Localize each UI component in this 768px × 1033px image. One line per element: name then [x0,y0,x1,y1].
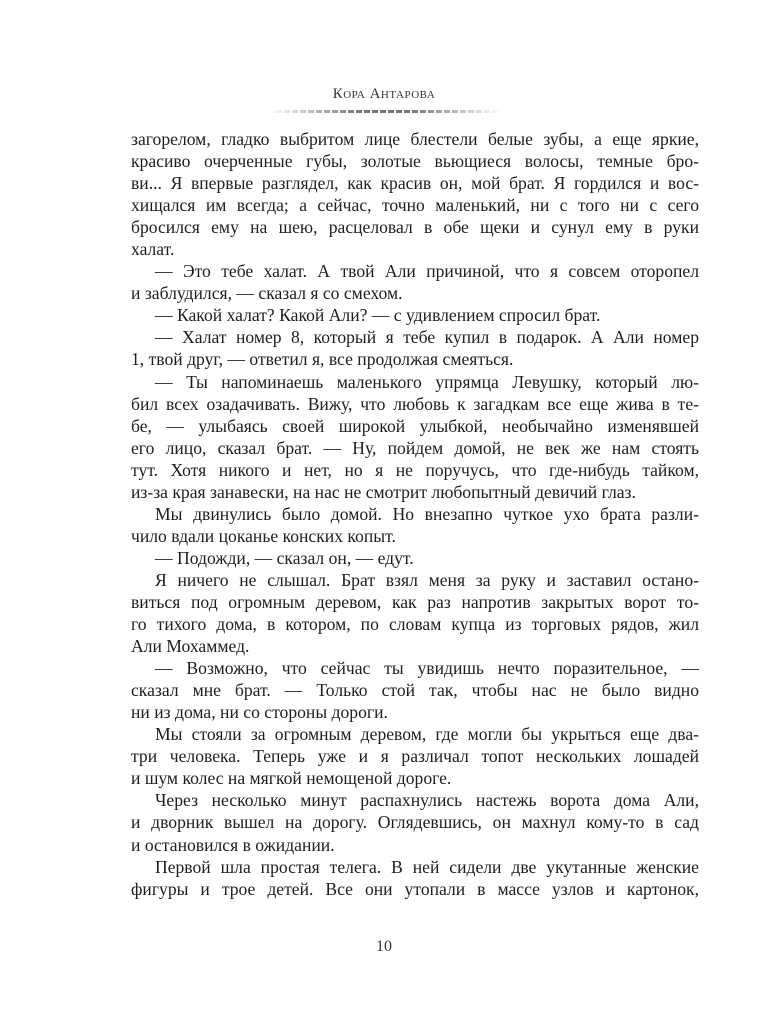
text-line: — Возможно, что сейчас ты увидишь нечто поразительное, — [155,658,699,679]
text-line: Первой шла простая телега. В ней сидели две укутанные женские [155,856,699,877]
running-head-author: Кора Антарова [332,86,436,102]
text-line: красиво очерченные губы, золотые вьющиеся волосы, темные бро- [131,151,699,172]
text-line: чило вдали цоканье конских копыт. [131,525,396,546]
text-line: хищался им всегда; а сейчас, точно маленький, ни с того ни с сего [131,195,699,216]
text-line: и заблудился, — сказал я со смехом. [131,283,403,304]
text-line: ви... Я впервые разглядел, как красив он, мой брат. Я гордился и вос- [131,173,699,194]
header-divider [268,110,502,113]
text-line: сказал мне брат. — Только стой так, чтобы нас не было видно [131,680,699,701]
text-line: Мы стояли за огромным деревом, где могли бы укрыться еще два- [155,724,699,745]
text-line: — Какой халат? Какой Али? — с удивлением спросил брат. [155,305,601,326]
text-line: Мы двинулись было домой. Но внезапно чуткое ухо брата разли- [155,503,699,524]
text-line: его лицо, сказал брат. — Ну, пойдем домой, не век же нам стоять [131,437,699,458]
text-line: — Подожди, — сказал он, — едут. [155,547,414,568]
text-line: го тихого дома, в котором, по словам купца из торговых рядов, жил [131,614,699,635]
text-line: ни из дома, ни со стороны дороги. [131,702,388,723]
text-line: виться под огромным деревом, как раз напротив закрытых ворот то- [131,591,699,612]
text-line: бил всех озадачивать. Вижу, что любовь к загадкам все еще жива в те- [131,393,699,414]
text-line: халат. [131,239,175,260]
text-line: фигуры и трое детей. Все они утопали в массе узлов и картонок, [131,878,699,899]
text-line: и дворник вышел на дорогу. Оглядевшись, он махнул кому-то в сад [131,812,699,833]
body-text [131,128,699,900]
text-line: загорелом, гладко выбритом лице блестели белые зубы, а еще яркие, [131,129,699,149]
text-line: — Это тебе халат. А твой Али причиной, что я совсем оторопел [155,261,699,282]
text-line: — Ты напоминаешь маленького упрямца Левушку, который лю- [155,371,699,392]
text-line: бе, — улыбаясь своей широкой улыбкой, необычайно изменявшей [131,415,699,436]
text-line: и остановился в ожидании. [131,834,335,855]
text-line: три человека. Теперь уже и я различал топот нескольких лошадей [131,746,699,767]
text-line: Я ничего не слышал. Брат взял меня за руку и заставил остано- [155,569,699,590]
text-line: бросился ему на шею, расцеловал в обе щеки и сунул ему в руки [131,217,699,238]
text-line: тут. Хотя никого и нет, но я не поручусь, что где-нибудь тайком, [131,459,699,480]
text-line: и шум колес на мягкой немощеной дороге. [131,768,452,789]
text-line: из-за края занавески, на нас не смотрит любопытный девичий глаз. [131,481,636,502]
text-line: Через несколько минут распахнулись настежь ворота дома Али, [155,790,699,811]
text-line: Али Мохаммед. [131,636,250,657]
page-number: 10 [376,938,392,955]
text-line: 1, твой друг, — ответил я, все продолжая смеяться. [131,349,514,370]
text-line: — Халат номер 8, который я тебе купил в подарок. А Али номер [155,327,699,348]
